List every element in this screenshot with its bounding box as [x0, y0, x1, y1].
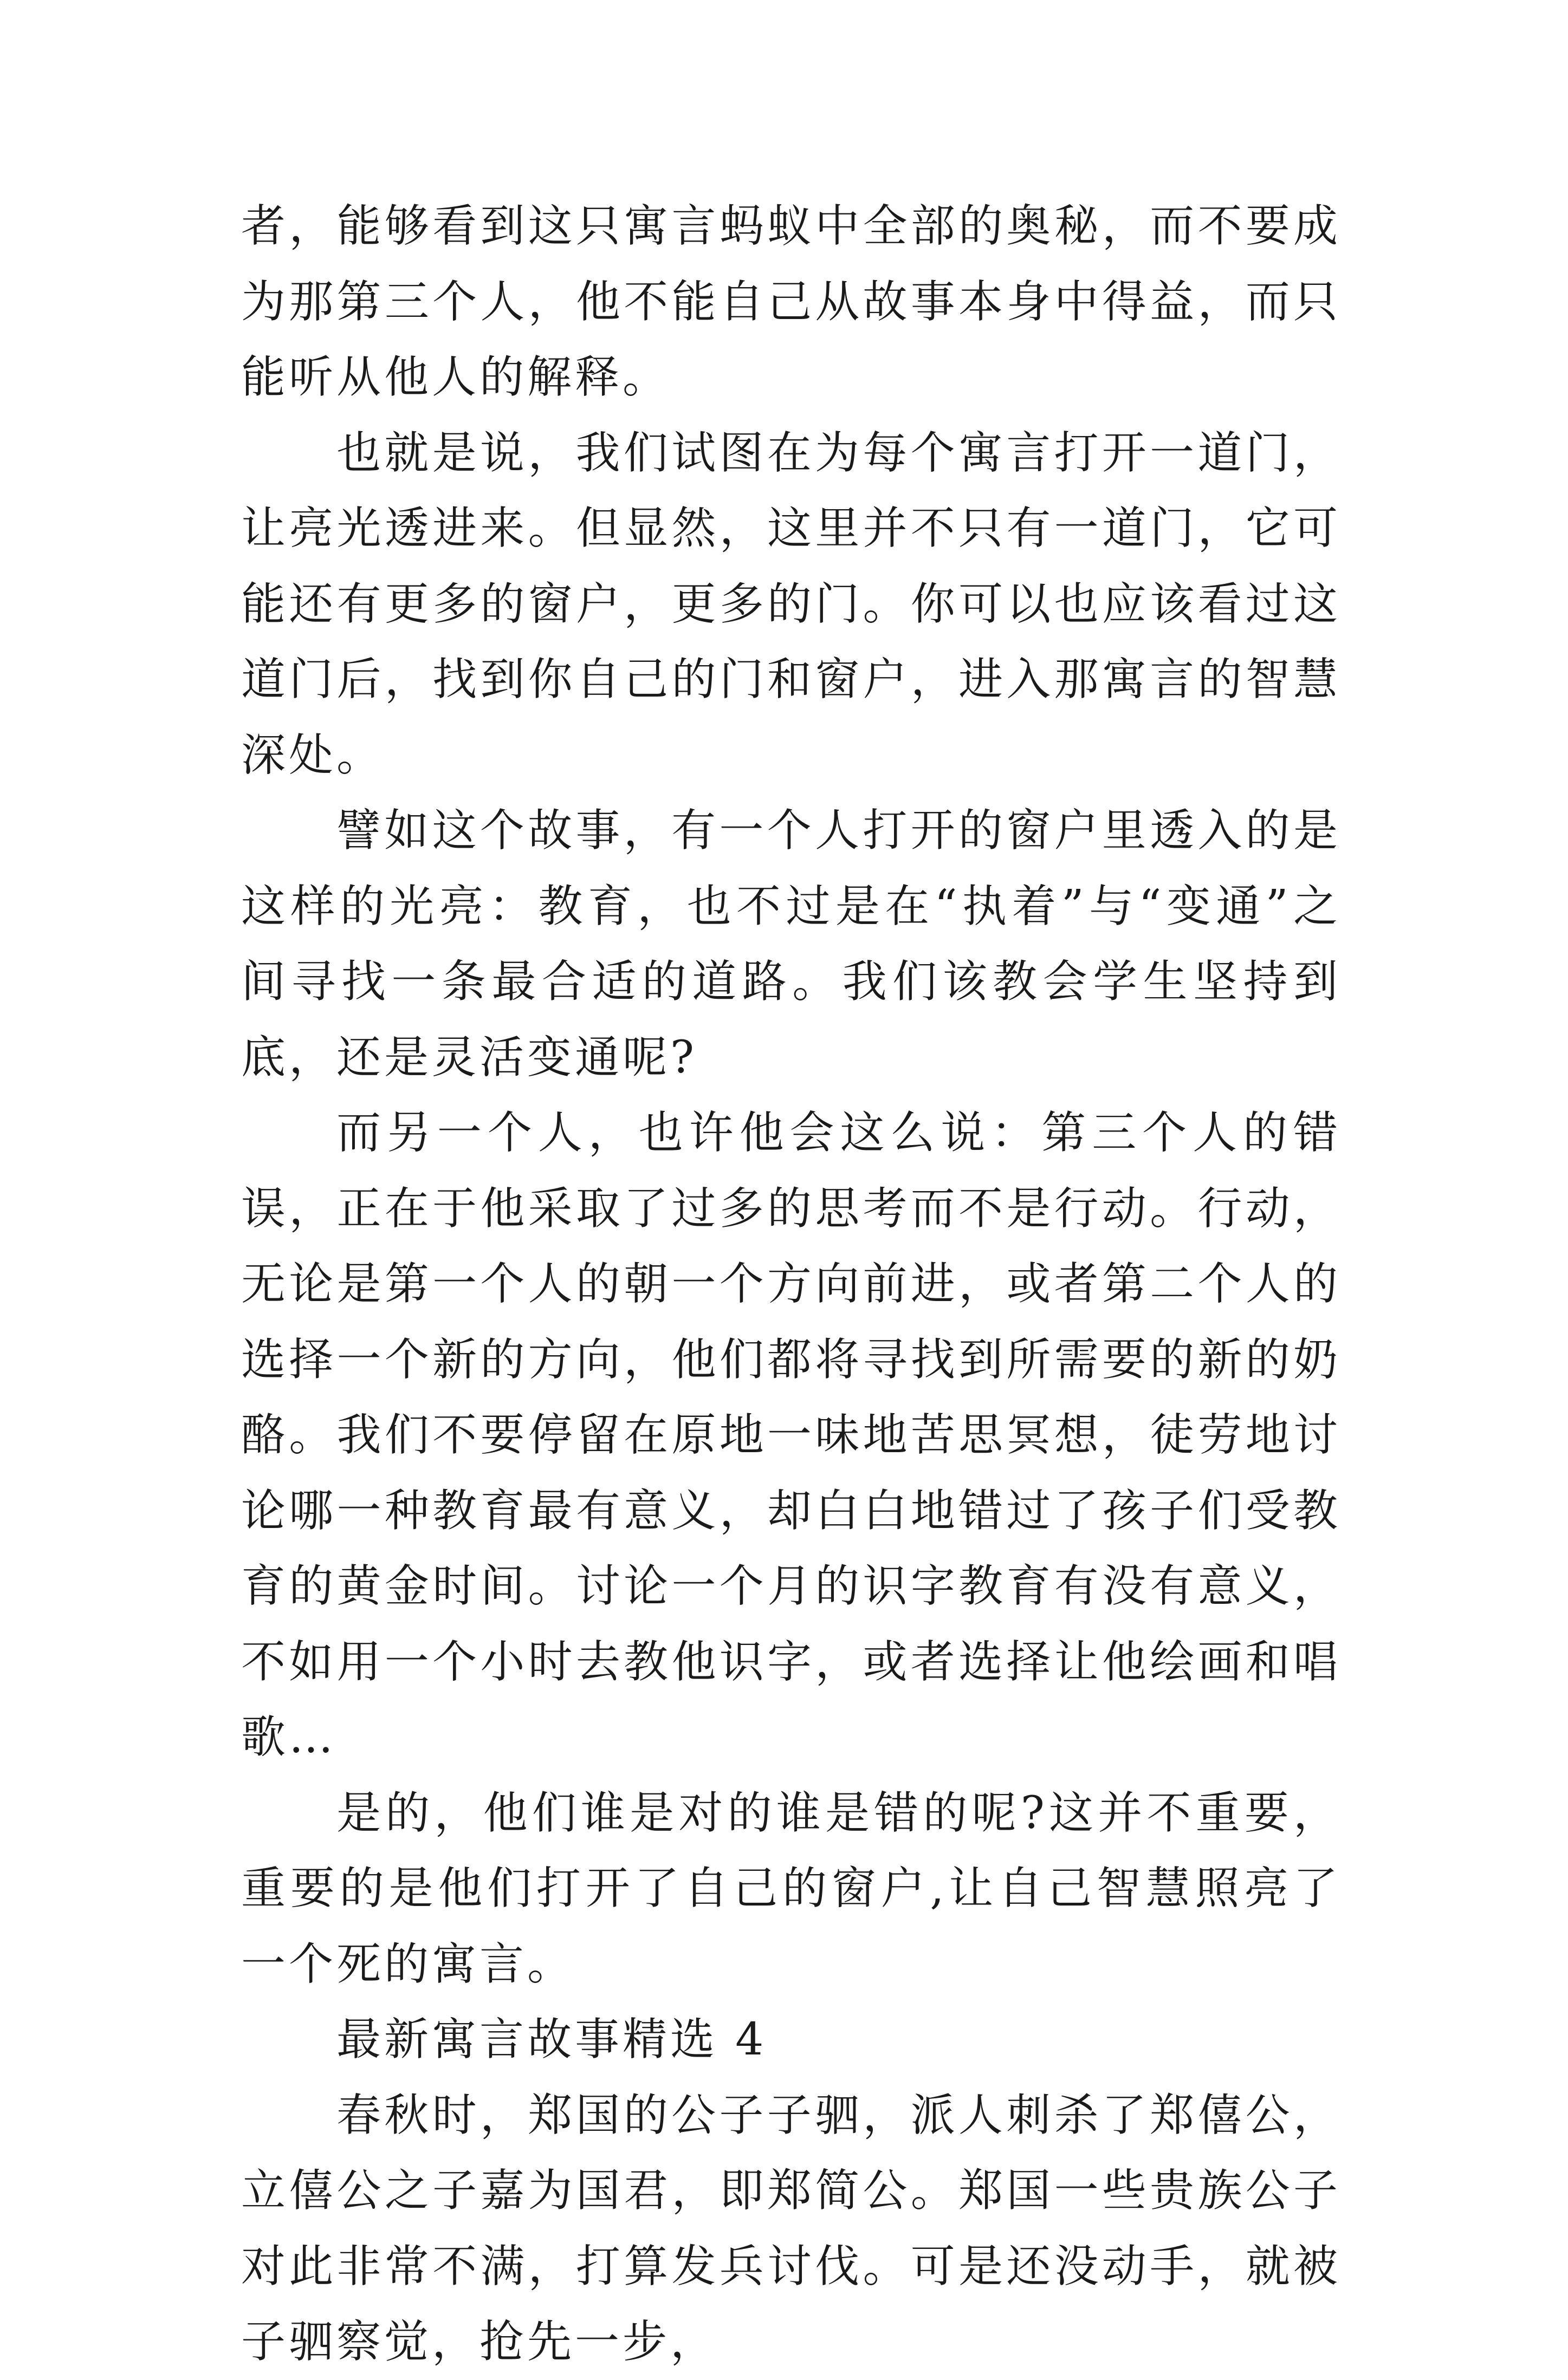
paragraph: 也就是说，我们试图在为每个寓言打开一道门，让亮光透进来。但显然，这里并不只有一道门，它可能还有更多的窗户，更多的门。你可以也应该看过这道门后，找到你自己的门和窗户，进入那寓言的智慧深处。 — [241, 427, 1341, 781]
paragraph: 譬如这个故事，有一个人打开的窗户里透入的是这样的光亮：教育，也不过是在“执着”与“变通”之间寻找一条最合适的道路。我们该教会学生坚持到底，还是灵活变通呢? — [241, 805, 1341, 1083]
document-body — [241, 188, 1341, 2380]
paragraph: 春秋时，郑国的公子子驷，派人刺杀了郑僖公，立僖公之子嘉为国君，即郑简公。郑国一些贵族公子对此非常不满，打算发兵讨伐。可是还没动手，就被子驷察觉，抢先一步， — [241, 2089, 1341, 2368]
paragraph: 者，能够看到这只寓言蚂蚁中全部的奥秘，而不要成为那第三个人，他不能自己从故事本身中得益，而只能听从他人的解释。 — [241, 200, 1341, 403]
paragraph: 而另一个人，也许他会这么说：第三个人的错误，正在于他采取了过多的思考而不是行动。行动，无论是第一个人的朝一个方向前进，或者第二个人的选择一个新的方向，他们都将寻找到所需要的新的奶酪。我们不要停留在原地一味地苦思冥想，徒劳地讨论哪一种教育最有意义，却白白地错过了孩子们受教育的黄金时间。讨论一个月的识字教育有没有意义，不如用一个小时去教他识字，或者选择让他绘画和唱歌… — [241, 1107, 1341, 1763]
section-heading: 最新寓言故事精选 4 — [336, 2014, 767, 2065]
paragraph: 是的，他们谁是对的谁是错的呢?这并不重要，重要的是他们打开了自己的窗户,让自己智慧照亮了一个死的寓言。 — [241, 1787, 1341, 1990]
